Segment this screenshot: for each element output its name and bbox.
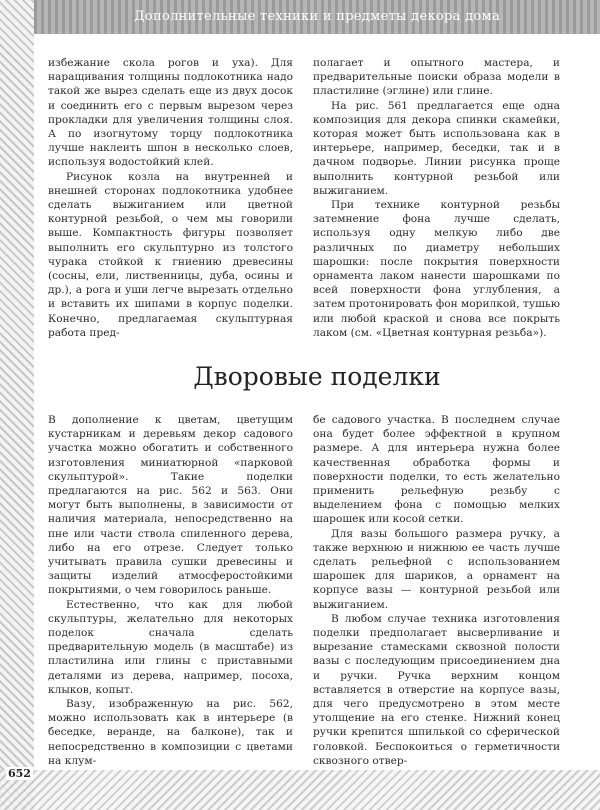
paragraph: Для вазы большого размера ручку, а также верхнюю и нижнюю ее часть лучше сделать рельефной с использованием шарошек для шариков, а орнамент на корпусе вазы — контурной резьбой или выжиганием. bbox=[313, 527, 560, 611]
running-header: Дополнительные техники и предметы декора дома bbox=[133, 9, 500, 24]
column-top-right bbox=[313, 56, 560, 340]
paragraph: избежание скола рогов и уха). Для наращивания толщины подлокотника надо такой же вырез сделать еще из двух досок и соединить его с первым вырезом через прокладки для увеличения толщины слоя. А по изогнутому торцу подлокотника лучше наклеить шпон в несколько слоев, используя водостойкий клей. bbox=[48, 57, 293, 169]
paragraph: При технике контурной резьбы затемнение фона лучше сделать, используя одну мелкую либо две различных по диаметру небольших шарошки: после покрытия поверхности орнамента лаком нанести шарошками по всей поверхности фона углубления, а затем протонировать фон морилкой, тушью или любой краской и снова все покрыть лаком (см. «Цветная контурная резьба»). bbox=[313, 199, 560, 339]
paragraph: Естественно, что как для любой скульптуры, желательно для некоторых поделок сначала сделать предварительную модель (в масштабе) из пластилина или глины с приставными деталями из дерева, например, посоха, клыков, копыт. bbox=[48, 598, 293, 696]
paragraph: В любом случае техника изготовления поделки предполагает высверливание и вырезание стамесками сквозной полости вазы с последующим присоединением дна и ручки. Ручка верхним концом вставляется в отверстие на корпусе вазы, для чего предусмотрено в этом месте утолщение на его стенке. Нижний конец ручки крепится шпилькой со сферической головкой. Беспокоиться о герметичности сквозного отвер- bbox=[313, 612, 560, 767]
paragraph: бе садового участка. В последнем случае она будет более эффектной в крупном размере. А для интерьера нужна более качественная обработка формы и поверхности поделки, то есть желательно применить рельефную резьбу с выделением фона с помощью мелких шарошек или косой сетки. bbox=[313, 414, 560, 526]
column-top-left bbox=[48, 56, 293, 340]
paragraph: Рисунок козла на внутренней и внешней сторонах подлокотника удобнее сделать выжиганием или цветной контурной резьбой, о чем мы говорили выше. Компактность фигуры позволяет выполнить его скульптурно из толстого чурака стойкой к гниению древесины (сосны, ели, лиственницы, дуба, осины и др.), а рога и уши легче вырезать отдельно и вставить их шипами в корпус поделки. Конечно, предлагаемая скульптурная работа пред- bbox=[48, 170, 293, 339]
paragraph: В дополнение к цветам, цветущим кустарникам и деревьям декор садового участка можно обогатить и собственного изготовления миниатюрной «парковой скульптурой». Такие поделки предлагаются на рис. 562 и 563. Они могут быть выполнены, в зависимости от наличия материала, непосредственно на пне или части ствола спиленного дерева, либо на его отрезе. Следует только учитывать правила сушки древесины и защиты изделий атмосферостойкими покрытиями, о чем говорилось раньше. bbox=[48, 414, 293, 597]
page-number: 652 bbox=[8, 767, 31, 780]
decorative-border-left bbox=[0, 0, 34, 810]
paragraph: Вазу, изображенную на рис. 562, можно использовать как в интерьере (в беседке, веранде, на балконе), так и непосредственно в композиции с цветами на клум- bbox=[48, 698, 293, 767]
section-heading: Дворовые поделки bbox=[193, 362, 441, 391]
column-bottom-left bbox=[48, 413, 293, 768]
paragraph: На рис. 561 предлагается еще одна композиция для декора спинки скамейки, которая может быть использована как в интерьере, например, беседки, так и в дачном подворье. Линии рисунка проще выполнить контурной резьбой или выжиганием. bbox=[313, 99, 560, 197]
paragraph: полагает и опытного мастера, и предварительные поиски образа модели в пластилине (эглине) или глине. bbox=[313, 57, 560, 98]
column-bottom-right bbox=[313, 413, 560, 768]
decorative-border-bottom bbox=[0, 770, 600, 810]
